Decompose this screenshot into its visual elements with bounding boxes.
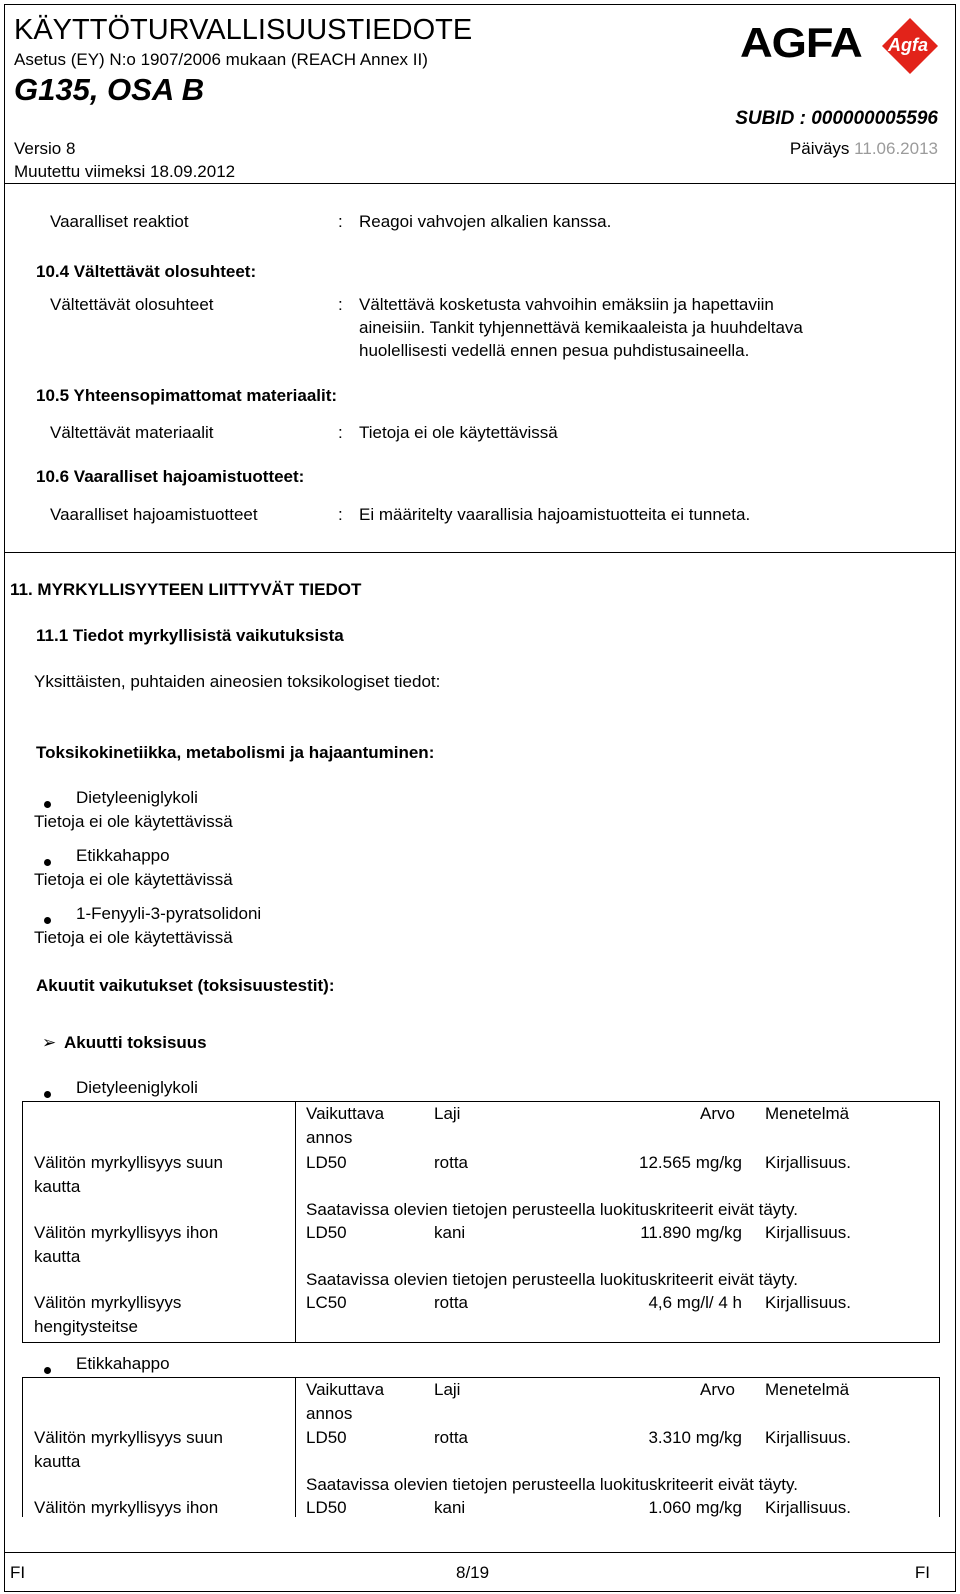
row-label: Välitön myrkyllisyys	[34, 1293, 182, 1312]
decomposition-sep: :	[338, 505, 343, 524]
row-method: Kirjallisuus.	[765, 1293, 851, 1312]
heading-11-1: 11.1 Tiedot myrkyllisistä vaikutuksista	[36, 626, 344, 645]
conditions-line-2: aineisiin. Tankit tyhjennettävä kemikaaleista ja huuhdeltava	[359, 318, 803, 337]
row-dose: LD50	[306, 1153, 347, 1172]
hazardous-reactions-sep: :	[338, 212, 343, 231]
bullet-icon	[44, 801, 51, 808]
row-label-2: kautta	[34, 1247, 81, 1266]
conditions-line-1: Vältettävä kosketusta vahvoihin emäksiin ja hapettaviin	[359, 295, 774, 314]
bullet-icon	[44, 1091, 51, 1098]
hazardous-reactions-value: Reagoi vahvojen alkalien kanssa.	[359, 212, 612, 231]
header-species: Laji	[434, 1104, 461, 1123]
arrow-bullet-icon: ➢	[42, 1033, 57, 1052]
header-method: Menetelmä	[765, 1104, 850, 1123]
last-modified: Muutettu viimeksi 18.09.2012	[14, 162, 236, 181]
heading-10-4: 10.4 Vältettävät olosuhteet:	[36, 262, 257, 281]
row-species: kani	[434, 1223, 466, 1242]
footer-language-right: FI	[914, 1563, 930, 1582]
row-dose: LD50	[306, 1498, 347, 1517]
regulation-line: Asetus (EY) N:o 1907/2006 mukaan (REACH Annex II)	[14, 50, 428, 69]
header-method: Menetelmä	[765, 1380, 850, 1399]
header-dose: Vaikuttava	[306, 1380, 385, 1399]
issue-date-value: 11.06.2013	[854, 139, 938, 158]
bullet-icon	[44, 917, 51, 924]
kinetics-heading: Toksikokinetiikka, metabolismi ja hajaantuminen:	[36, 743, 435, 762]
row-note: Saatavissa olevien tietojen perusteella luokituskriteerit eivät täyty.	[306, 1200, 798, 1219]
bullet-icon	[44, 1367, 51, 1374]
issue-date-label: Päiväys	[789, 139, 850, 158]
header-dose: Vaikuttava	[306, 1104, 385, 1123]
row-species: rotta	[434, 1293, 469, 1312]
row-label: Välitön myrkyllisyys suun	[34, 1153, 223, 1172]
kinetics-substance-1: Dietyleeniglykoli	[76, 788, 198, 807]
header-value: Arvo	[700, 1104, 735, 1123]
row-label-2: hengitysteitse	[34, 1317, 138, 1336]
section-11-heading: 11. MYRKYLLISYYTEEN LIITTYVÄT TIEDOT	[10, 580, 362, 599]
acute-toxicity-heading: Akuutti toksisuus	[64, 1033, 207, 1052]
agfa-logo-badge	[880, 16, 940, 76]
footer-divider	[4, 1552, 956, 1553]
row-note: Saatavissa olevien tietojen perusteella luokituskriteerit eivät täyty.	[306, 1270, 798, 1289]
row-label: Välitön myrkyllisyys ihon	[34, 1223, 219, 1242]
agfa-logo-text: AGFA	[740, 19, 862, 66]
row-label-2: kautta	[34, 1177, 81, 1196]
row-label-2: kautta	[34, 1452, 81, 1471]
hazardous-reactions-label: Vaaralliset reaktiot	[50, 212, 189, 231]
row-value: 12.565 mg/kg	[638, 1153, 742, 1172]
row-label: Välitön myrkyllisyys ihon	[34, 1498, 219, 1517]
heading-10-6: 10.6 Vaaralliset hajoamistuotteet:	[36, 467, 305, 486]
intro-text: Yksittäisten, puhtaiden aineosien toksikologiset tiedot:	[34, 672, 441, 691]
page-number: 8/19	[456, 1563, 490, 1582]
header-dose-2: annos	[306, 1404, 353, 1423]
kinetics-text-2: Tietoja ei ole käytettävissä	[34, 870, 233, 889]
heading-10-5: 10.5 Yhteensopimattomat materiaalit:	[36, 386, 338, 405]
table-divider	[295, 1377, 296, 1517]
substance-2-name: Etikkahappo	[76, 1354, 170, 1373]
row-method: Kirjallisuus.	[765, 1223, 851, 1242]
header-value: Arvo	[700, 1380, 735, 1399]
kinetics-substance-2: Etikkahappo	[76, 846, 170, 865]
header-divider	[4, 183, 956, 184]
row-method: Kirjallisuus.	[765, 1428, 851, 1447]
document-title: KÄYTTÖTURVALLISUUSTIEDOTE	[14, 14, 473, 46]
materials-label: Vältettävät materiaalit	[50, 423, 214, 442]
section-divider	[4, 552, 956, 553]
row-species: kani	[434, 1498, 466, 1517]
conditions-line-3: huolellisesti vedellä ennen pesua puhdistusaineella.	[359, 341, 750, 360]
header-dose-2: annos	[306, 1128, 353, 1147]
row-note: Saatavissa olevien tietojen perusteella luokituskriteerit eivät täyty.	[306, 1475, 798, 1494]
row-species: rotta	[434, 1153, 469, 1172]
materials-value: Tietoja ei ole käytettävissä	[359, 423, 558, 442]
subid: SUBID : 000000005596	[735, 108, 938, 129]
conditions-label: Vältettävät olosuhteet	[50, 295, 214, 314]
table-divider	[295, 1101, 296, 1343]
version: Versio 8	[14, 139, 76, 158]
row-dose: LD50	[306, 1428, 347, 1447]
footer-language-left: FI	[10, 1563, 26, 1582]
product-name: G135, OSA B	[14, 72, 205, 107]
row-dose: LC50	[306, 1293, 347, 1312]
decomposition-value: Ei määritelty vaarallisia hajoamistuotteita ei tunneta.	[359, 505, 751, 524]
kinetics-substance-3: 1-Fenyyli-3-pyratsolidoni	[76, 904, 262, 923]
row-method: Kirjallisuus.	[765, 1153, 851, 1172]
bullet-icon	[44, 859, 51, 866]
decomposition-label: Vaaralliset hajoamistuotteet	[50, 505, 258, 524]
row-species: rotta	[434, 1428, 469, 1447]
materials-sep: :	[338, 423, 343, 442]
row-method: Kirjallisuus.	[765, 1498, 851, 1517]
conditions-sep: :	[338, 295, 343, 314]
kinetics-text-1: Tietoja ei ole käytettävissä	[34, 812, 233, 831]
acute-effects-heading: Akuutit vaikutukset (toksisuustestit):	[36, 976, 335, 995]
row-dose: LD50	[306, 1223, 347, 1242]
substance-1-name: Dietyleeniglykoli	[76, 1078, 198, 1097]
row-value: 3.310 mg/kg	[648, 1428, 742, 1447]
row-label: Välitön myrkyllisyys suun	[34, 1428, 223, 1447]
issue-date	[790, 139, 938, 159]
row-value: 1.060 mg/kg	[648, 1498, 742, 1517]
row-value: 11.890 mg/kg	[640, 1223, 742, 1242]
agfa-badge-text: Agfa	[888, 35, 928, 55]
kinetics-text-3: Tietoja ei ole käytettävissä	[34, 928, 233, 947]
row-value: 4,6 mg/l/ 4 h	[648, 1293, 742, 1312]
header-species: Laji	[434, 1380, 461, 1399]
